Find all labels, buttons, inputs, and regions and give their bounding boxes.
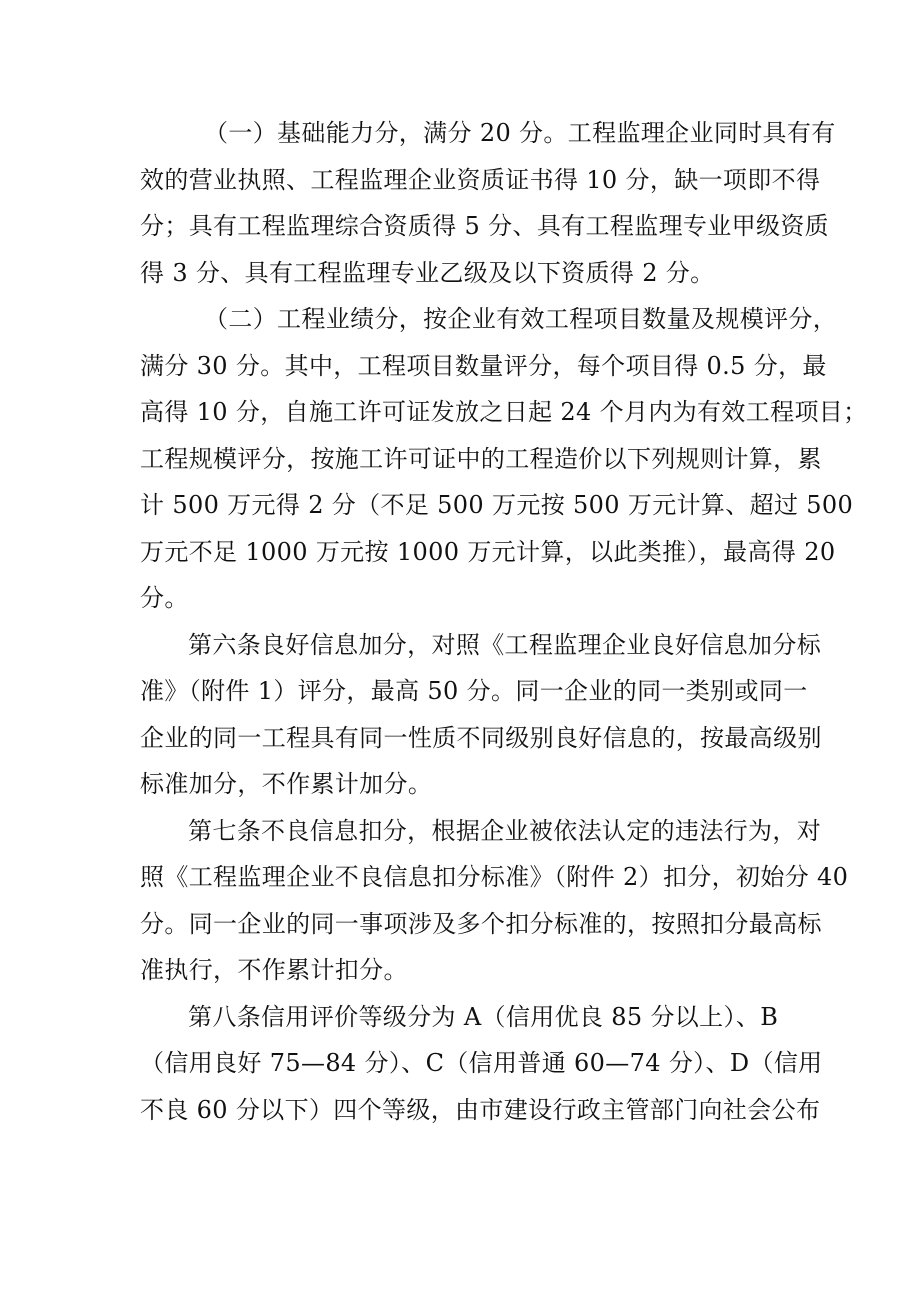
text-line: 计 500 万元得 2 分（不足 500 万元按 500 万元计算、超过 500 bbox=[140, 491, 854, 519]
paragraph-article-7 bbox=[140, 808, 849, 994]
paragraph-basic-ability bbox=[140, 110, 836, 296]
text-line: 分。 bbox=[140, 584, 189, 612]
text-line: 第六条良好信息加分，对照《工程监理企业良好信息加分标 bbox=[188, 630, 822, 659]
text-line: 得 3 分、具有工程监理专业乙级及以下资质得 2 分。 bbox=[140, 258, 715, 287]
paragraph-project-performance bbox=[140, 296, 868, 622]
paragraph-article-8 bbox=[140, 994, 823, 1134]
text-line: 照《工程监理企业不良信息扣分标准》（附件 2）扣分，初始分 40 bbox=[140, 863, 849, 891]
text-line: 分。同一企业的同一事项涉及多个扣分标准的，按照扣分最高标 bbox=[140, 909, 822, 938]
text-line: （信用良好 75—84 分）、C（信用普通 60—74 分）、D（信用 bbox=[140, 1049, 823, 1077]
text-line: 分；具有工程监理综合资质得 5 分、具有工程监理专业甲级资质 bbox=[140, 212, 830, 240]
text-line: 高得 10 分，自施工许可证发放之日起 24 个月内为有效工程项目； bbox=[140, 398, 868, 426]
text-line: 准执行，不作累计扣分。 bbox=[140, 956, 408, 984]
text-line: 标准加分，不作累计加分。 bbox=[140, 770, 433, 798]
paragraph-article-6 bbox=[140, 622, 822, 808]
text-line: 万元不足 1000 万元按 1000 万元计算，以此类推），最高得 20 bbox=[140, 537, 836, 566]
text-line: 工程规模评分，按施工许可证中的工程造价以下列规则计算，累 bbox=[140, 444, 822, 473]
text-line: 第八条信用评价等级分为 A（信用优良 85 分以上）、B bbox=[188, 1002, 779, 1031]
text-line: 效的营业执照、工程监理企业资质证书得 10 分，缺一项即不得 bbox=[140, 165, 821, 194]
text-line: （二）工程业绩分，按企业有效工程项目数量及规模评分， bbox=[204, 305, 838, 333]
text-line: 第七条不良信息扣分，根据企业被依法认定的违法行为，对 bbox=[188, 816, 822, 845]
text-line: （一）基础能力分，满分 20 分。工程监理企业同时具有有 bbox=[204, 119, 836, 147]
text-line: 不良 60 分以下）四个等级，由市建设行政主管部门向社会公布 bbox=[140, 1095, 821, 1124]
text-line: 满分 30 分。其中，工程项目数量评分，每个项目得 0.5 分，最 bbox=[140, 351, 827, 380]
text-line: 企业的同一工程具有同一性质不同级别良好信息的，按最高级别 bbox=[140, 723, 822, 752]
text-line: 准》（附件 1）评分，最高 50 分。同一企业的同一类别或同一 bbox=[140, 677, 808, 705]
document-page bbox=[140, 110, 868, 1133]
